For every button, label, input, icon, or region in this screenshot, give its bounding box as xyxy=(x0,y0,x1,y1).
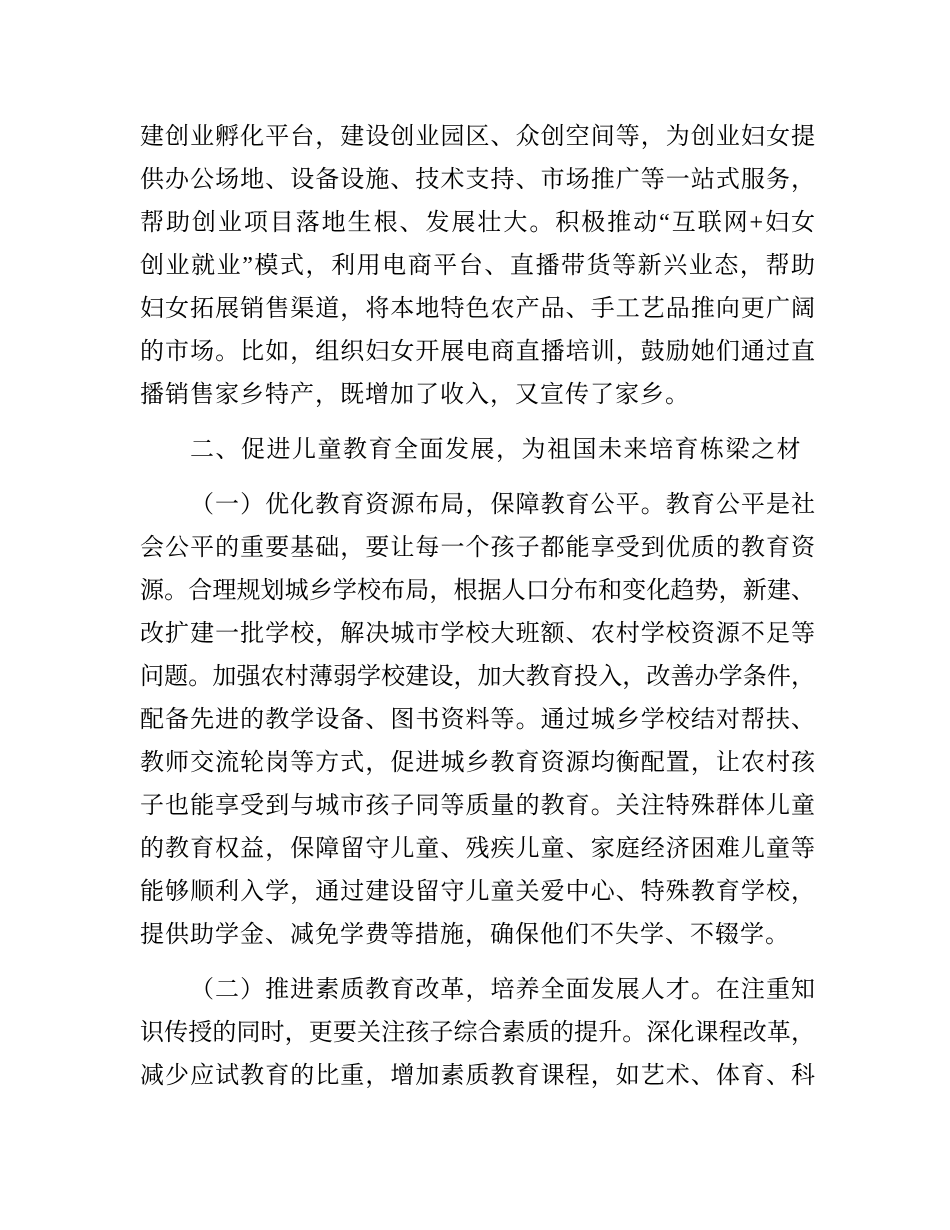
paragraph-quality-education xyxy=(140,969,815,1098)
text-block xyxy=(140,116,815,1098)
text-line: 的教育权益，保障留守儿童、残疾儿童、家庭经济困难儿童等 xyxy=(140,836,815,862)
text-line: 建创业孵化平台，建设创业园区、众创空间等，为创业妇女提 xyxy=(140,124,815,150)
text-line: 配备先进的教学设备、图书资料等。通过城乡学校结对帮扶、 xyxy=(140,707,815,733)
text-line: （一）优化教育资源布局，保障教育公平。教育公平是社 xyxy=(190,492,815,518)
text-line: 妇女拓展销售渠道，将本地特色农产品、手工艺品推向更广阔 xyxy=(140,296,815,322)
text-line: 减少应试教育的比重，增加素质教育课程，如艺术、体育、科 xyxy=(140,1063,815,1089)
text-line: 播销售家乡特产，既增加了收入，又宣传了家乡。 xyxy=(140,382,690,408)
text-line: 子也能享受到与城市孩子同等质量的教育。关注特殊群体儿童 xyxy=(140,793,815,819)
text-line: 帮助创业项目落地生根、发展壮大。积极推动“互联网+妇女 xyxy=(140,210,815,236)
text-line: （二）推进素质教育改革，培养全面发展人才。在注重知 xyxy=(190,977,815,1003)
text-line: 改扩建一批学校，解决城市学校大班额、农村学校资源不足等 xyxy=(140,621,815,647)
text-line: 能够顺利入学，通过建设留守儿童关爱中心、特殊教育学校， xyxy=(140,879,815,905)
text-line: 会公平的重要基础，要让每一个孩子都能享受到优质的教育资 xyxy=(140,535,815,561)
text-line: 教师交流轮岗等方式，促进城乡教育资源均衡配置，让农村孩 xyxy=(140,750,815,776)
text-line: 创业就业”模式，利用电商平台、直播带货等新兴业态，帮助 xyxy=(140,253,815,279)
section-heading-container xyxy=(140,429,815,472)
text-line: 供办公场地、设备设施、技术支持、市场推广等一站式服务， xyxy=(140,167,815,193)
paragraph-women-entrepreneurship xyxy=(140,116,815,417)
text-line: 源。合理规划城乡学校布局，根据人口分布和变化趋势，新建、 xyxy=(140,578,815,604)
paragraph-education-resources xyxy=(140,484,815,957)
text-line: 的市场。比如，组织妇女开展电商直播培训，鼓励她们通过直 xyxy=(140,339,815,365)
text-line: 提供助学金、减免学费等措施，确保他们不失学、不辍学。 xyxy=(140,922,790,948)
section-heading: 二、促进儿童教育全面发展，为祖国未来培育栋梁之材 xyxy=(190,437,802,463)
text-line: 识传授的同时，更要关注孩子综合素质的提升。深化课程改革， xyxy=(140,1020,815,1046)
text-line: 问题。加强农村薄弱学校建设，加大教育投入，改善办学条件， xyxy=(140,664,815,690)
